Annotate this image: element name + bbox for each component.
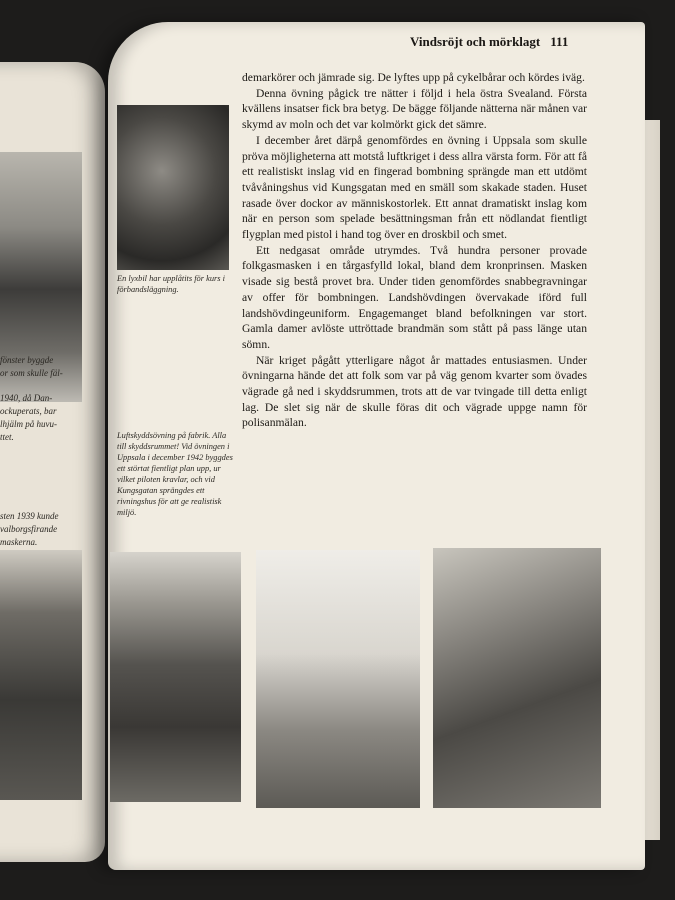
left-fragment: sten 1939 kunde: [0, 511, 59, 521]
left-page: [0, 62, 105, 862]
left-fragment: 1940, då Dan-: [0, 393, 53, 403]
left-fragment: lhjälm på huvu-: [0, 419, 57, 429]
paragraph: I december året därpå genomfördes en övning i Uppsala som skulle pröva möjligheterna att motstå luftkriget i dess allra värsta form. För att få ett realistiskt inslag vid en fingerad bombning sprängde man ett utdömt tvåvåningshus vid Kungsgatan med en smäll som skakade staden. Huset rasade över dockor av människostorlek. Ett annat dramatiskt inslag kom när en person som spelade besättningsman från ett nödlandat fientligt flygplan med pistol i hand tog över en droskbil och smet.: [242, 133, 587, 242]
left-fragment: or som skulle fäl-: [0, 368, 63, 378]
left-fragment: ockuperats, bar: [0, 406, 57, 416]
body-text: [242, 70, 587, 431]
left-fragment: maskerna.: [0, 537, 38, 547]
caption-top-left: En lyxbil har upplåtits för kurs i förbandsläggning.: [117, 274, 225, 294]
running-head: [410, 34, 568, 50]
left-fragment: valborgsfirande: [0, 524, 58, 534]
left-fragment: ttet.: [0, 432, 14, 442]
paragraph: demarkörer och jämrade sig. De lyftes upp på cykelbårar och kördes iväg.: [242, 71, 585, 84]
caption-middle: Luftskyddsövning på fabrik. Alla till skyddsrummet! Vid övningen i Uppsala i december 1942 byggdes ett störtat fientligt plan upp, ur vilket piloten kravlar, och vid Kungsgatan sprängdes ett rivningshus för att ge realistisk miljö.: [117, 431, 233, 517]
photo-crashed-plane: [256, 550, 420, 808]
left-photo-crowd: [0, 550, 82, 800]
paragraph: När kriget pågått ytterligare något år mattades entusiasmen. Under övningarna hände det att folk som var på väg genom kvarter som övades vägrade gå ned i skyddsrummen, trots att de var tvingade till detta enligt lag. De slet sig när de skulle föras dit och vägrade uppge namn för polisanmälan.: [242, 353, 587, 430]
photo-demolished-house: [433, 548, 601, 808]
left-fragment: fönster byggde: [0, 355, 54, 365]
photo-street-crowd: [110, 552, 241, 802]
page-number: 111: [550, 34, 569, 49]
photo-car-interior: [117, 105, 229, 270]
paragraph: Denna övning pågick tre nätter i följd i hela östra Svealand. Första kvällens insatser fick bra betyg. De bägge följande nätterna när månen var skymd av moln och det var kolmörkt gick det sämre.: [242, 86, 587, 132]
chapter-title: Vindsröjt och mörklagt: [410, 34, 541, 49]
paragraph: Ett nedgasat område utrymdes. Två hundra personer provade folkgasmasken i en tårgasfylld lokal, bland dem kronprinsen. Masken visade sig bestå provet bra. Under tiden genomfördes snabbegravningar av offer för bombningen. Landshövdingen övervakade iförd full landshövdingeuniform. Engagemanget bland befolkningen var stort. Gamla damer avlöste uttröttade brandmän som stått på pass länge utan sömn.: [242, 243, 587, 351]
